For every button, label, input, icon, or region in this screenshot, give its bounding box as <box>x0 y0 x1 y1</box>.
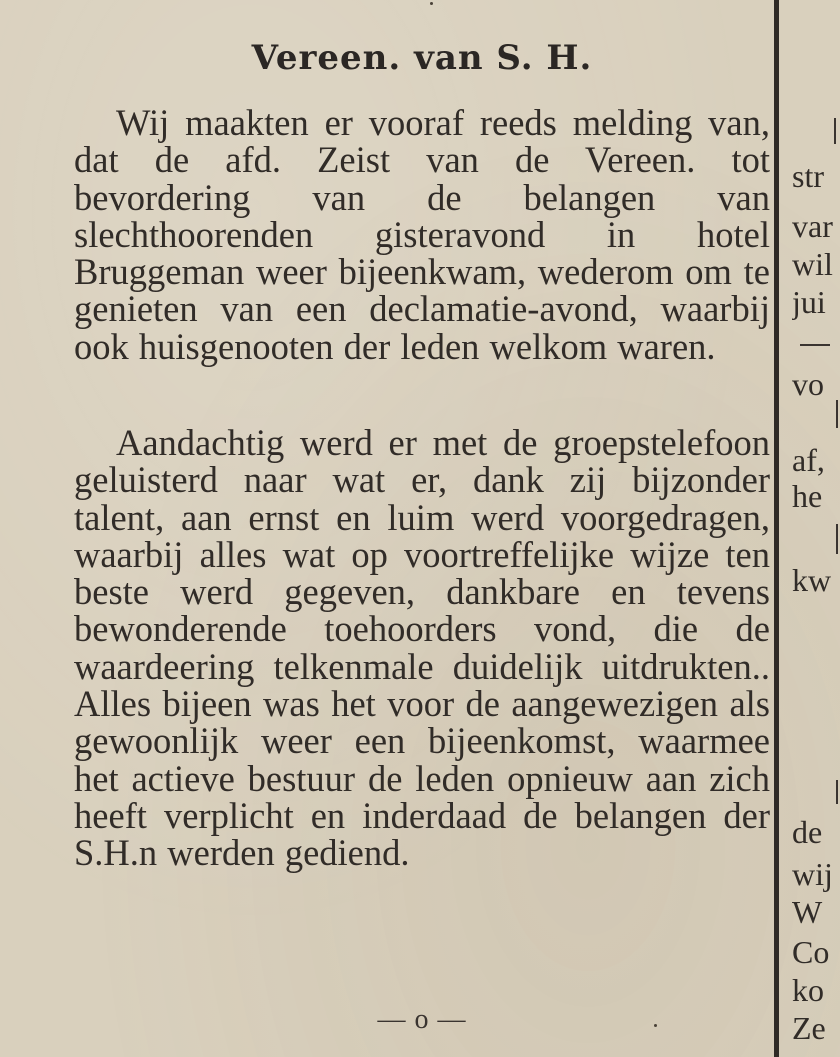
fragment-line: str <box>792 158 824 194</box>
adjacent-column-fragment <box>792 0 840 1057</box>
article-column <box>74 0 770 1057</box>
fragment-line: vo <box>792 366 824 402</box>
column-rule <box>774 0 779 1057</box>
fragment-line: Co <box>792 934 830 970</box>
partial-glyph <box>836 400 838 428</box>
fragment-line: ko <box>792 972 824 1008</box>
fragment-line: wil <box>792 246 833 282</box>
fragment-line: jui <box>792 284 826 320</box>
partial-dash <box>800 344 830 346</box>
fragment-line: Ze <box>792 1010 826 1046</box>
section-separator: — o — <box>377 1004 467 1035</box>
fragment-line: af, <box>792 442 825 478</box>
fragment-line: he <box>792 478 823 514</box>
paper-speck <box>654 1024 657 1027</box>
fragment-line: var <box>792 208 833 244</box>
partial-glyph <box>836 524 838 554</box>
fragment-line: kw <box>792 562 832 598</box>
fragment-line: W <box>792 894 823 930</box>
article-paragraph-2: Aandachtig werd er met de groepstelefoon geluisterd naar wat er, dank zij bijzonder talent, aan ernst en luim werd voorgedragen, waarbij alles wat op voortreffelijke wijze ten beste werd gegeven, dankbare en tevens bewonderende toehoorders vond, die de waardeering telkenmale duidelijk uitdrukten.. Alles bijeen was het voor de aangewezigen als gewoonlijk weer een bijeenkomst, waarmee het actieve bestuur de leden opnieuw aan zich heeft verplicht en inderdaad de belangen der S.H.n werden gediend. <box>74 422 770 874</box>
fragment-line: de <box>792 814 823 850</box>
article-title: Vereen. van S. H. <box>251 38 593 78</box>
fragment-line: wij <box>792 856 833 892</box>
paper-speck <box>430 2 433 5</box>
partial-glyph <box>834 118 836 144</box>
article-paragraph-1: Wij maakten er vooraf reeds melding van, dat de afd. Zeist van de Vereen. tot bevordering van de belangen van slechthoorenden gisteravond in hotel Bruggeman weer bijeenkwam, wederom om te genieten van een declamatie-avond, waarbij ook huisgenooten der leden welkom waren. <box>74 102 770 367</box>
partial-glyph <box>836 780 838 804</box>
